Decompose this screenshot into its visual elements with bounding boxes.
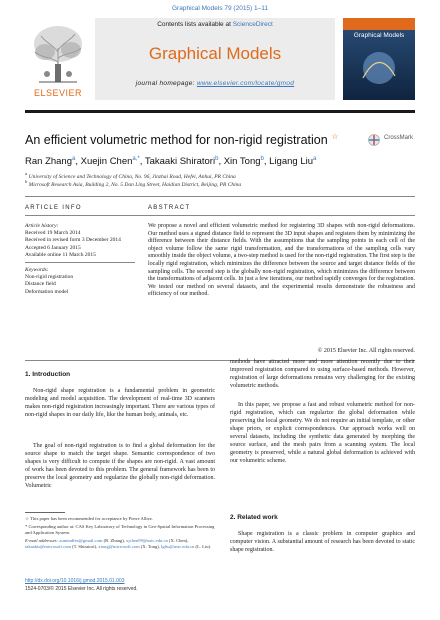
journal-cover <box>343 18 415 100</box>
homepage-link[interactable]: www.elsevier.com/locate/gmod <box>196 80 295 87</box>
journal-banner <box>95 18 335 100</box>
email-link[interactable]: takaakis@microsoft.com <box>25 543 71 549</box>
author-name[interactable]: Ligang Liu <box>269 156 314 168</box>
history-item: Accepted 6 January 2015 <box>25 244 81 251</box>
author-affiliation-mark[interactable]: a <box>72 156 76 162</box>
contents-line: Contents lists available at ScienceDirect <box>157 21 273 28</box>
related-work-paragraph: Shape registration is a classic problem in computer graphics and computer vision. A substantial amount of research has been devoted to static shape registration. <box>230 531 415 553</box>
intro-paragraph: methods have attracted more and more attention recently due to their improved registration compared to using surface-based methods. However, registration of large deformations remains very challenging for the existing volumetric methods. <box>230 359 415 389</box>
crossmark-label: CrossMark <box>384 135 414 141</box>
email-link[interactable]: zumindfea@gmail.com <box>59 538 103 543</box>
paper-title: An efficient volumetric method for non-rigid registration ☆ <box>25 132 339 148</box>
section-heading-related-work: 2. Related work <box>230 514 278 521</box>
header-rule <box>25 110 415 113</box>
author-list: Ran Zhang$^a$, Xuejin Chen$^{a,*}$, Takaaki Shiratori$^b$, Xin Tong$^b$, Ligang Liu$^a$ <box>25 156 317 168</box>
history-item: Available online 11 March 2015 <box>25 251 96 258</box>
article-history: Article history: Received 19 March 2014 Received in revised form 3 December 2014 Accepted 6 January 2015 Available online 11 March 2015 <box>25 223 135 259</box>
journal-reference[interactable]: Graphical Models 79 (2015) 1–11 <box>172 5 268 12</box>
keyword: Non-rigid registration <box>25 274 74 281</box>
history-item: Received in revised form 3 December 2014 <box>25 237 121 244</box>
footnote-rule <box>25 512 65 513</box>
author-affiliation-mark[interactable]: a <box>313 156 317 162</box>
affiliation: $^a$ University of Science and Technology of China, No. 96, Jinzhai Road, Hefei, Anhui, PR China <box>25 171 236 180</box>
journal-title: Graphical Models <box>148 44 282 63</box>
abstract-copyright: © 2015 Elsevier Inc. All rights reserved. <box>317 348 415 354</box>
crossmark-icon <box>368 134 380 146</box>
email-footnote: E-mail addresses: zumindfea@gmail.com (R. Zhang), xjchen99@ustc.edu.cn (X. Chen), takaakis@microsoft.com (T. Shiratori), xtong@microsoft.com (X. Tong), lgliu@ustc.edu.cn (L. Liu). <box>25 538 212 549</box>
crossmark-badge[interactable] <box>368 133 413 151</box>
author-name[interactable]: Xin Tong <box>223 156 261 168</box>
keywords: Keywords: Non-rigid registration Distance field Deformation model <box>25 267 135 296</box>
journal-homepage: journal homepage: www.elsevier.com/locate/gmod <box>135 80 295 87</box>
email-link[interactable]: xjchen99@ustc.edu.cn <box>126 538 168 543</box>
section-heading-introduction: 1. Introduction <box>25 371 71 378</box>
abstract-heading: ABSTRACT <box>148 205 191 211</box>
email-link[interactable]: lgliu@ustc.edu.cn <box>161 543 195 549</box>
author-affiliation-mark[interactable]: a,* <box>132 156 140 162</box>
elsevier-logo <box>25 18 91 100</box>
footnote: * Corresponding author at: CAS Key Laboratory of Technology in Geo-Spatial Information Processing and Application System. <box>25 524 215 535</box>
author-name[interactable]: Takaaki Shiratori <box>144 156 216 168</box>
divider <box>25 196 415 197</box>
issn-line: 1524-0703/© 2015 Elsevier Inc. All rights reserved. <box>25 586 138 592</box>
email-link[interactable]: xtong@microsoft.com <box>98 543 140 549</box>
history-item: Received 19 March 2014 <box>25 230 81 237</box>
footnote: ☆ This paper has been recommended for acceptance by Pierre Alliez. <box>25 516 153 521</box>
divider <box>25 215 415 216</box>
abstract-text: We propose a novel and efficient volumetric method for registering 3D shapes with non-rigid deformations. Our method uses a signed distance field to represent the 3D input shapes and registers them by minimizing the difference between their distance fields. With the assumptions that the sampling points in each cell of the object volume follow the same rigid transformation, and the transformations of the sampling cells vary smoothly inside the object volume, a two-step method is used for the non-rigid registration. The first step is the locally rigid registration, which minimizes the difference between the source and target distance fields of the sampling cells. The second step is the globally non-rigid registration, which minimizes the difference between the transformations of adjacent cells. In just a few iterations, our method rapidly converges for the registration. We tested our method on several datasets, and the experimental results demonstrate the robustness and efficiency of our method. <box>148 223 415 298</box>
divider <box>25 262 135 263</box>
doi-link[interactable]: http://dx.doi.org/10.1016/j.gmod.2015.01.003 <box>25 578 125 584</box>
intro-paragraph: Non-rigid shape registration is a fundamental problem in geometric modeling and model acquisition. The development of real-time 3D scanners makes non-rigid registration increasingly important. There are various types of non-rigid shapes in our daily life, like the human body, animals, etc. <box>25 388 215 418</box>
author-name[interactable]: Xuejin Chen <box>80 156 133 168</box>
author-affiliation-mark[interactable]: b <box>260 156 264 162</box>
author-name[interactable]: Ran Zhang <box>25 156 73 168</box>
affiliation: $^b$ Microsoft Research Asia, Building 2, No. 5 Dan Ling Street, Haidian District, Beijing, PR China <box>25 179 242 188</box>
keyword: Distance field <box>25 281 56 288</box>
cover-title: Graphical Models <box>353 32 405 39</box>
article-info-heading: ARTICLE INFO <box>25 205 82 211</box>
elsevier-wordmark: ELSEVIER <box>33 88 83 98</box>
keyword: Deformation model <box>25 288 69 295</box>
author-affiliation-mark[interactable]: b <box>215 156 219 162</box>
title-footnote-mark[interactable]: ☆ <box>331 132 339 141</box>
intro-paragraph: In this paper, we propose a fast and robust volumetric method for non-rigid registration, which can regularize the global deformation while preserving the local geometry. We do not require an initial template, or other shape priors, or explicit correspondences. Our approach works well on several datasets, including the synthetic data generated by morphing the source surface, and the mesh pairs from a scanning system. The local geometry is preserved, while a natural global deformation is achieved with our volumetric scheme. <box>230 402 415 464</box>
sciencedirect-link[interactable]: ScienceDirect <box>232 21 273 28</box>
journal-header <box>25 18 415 108</box>
intro-paragraph: The goal of non-rigid registration is to find a global deformation for the source shape to match the target shape. Semantic correspondence of two shapes is very difficult to compute if the shapes are non-rigid. A vast amount of work has been devoted to this problem. The general framework has been to preserve the local geometry and regularize the globally non-rigid deformation. Volumetric <box>25 443 215 489</box>
